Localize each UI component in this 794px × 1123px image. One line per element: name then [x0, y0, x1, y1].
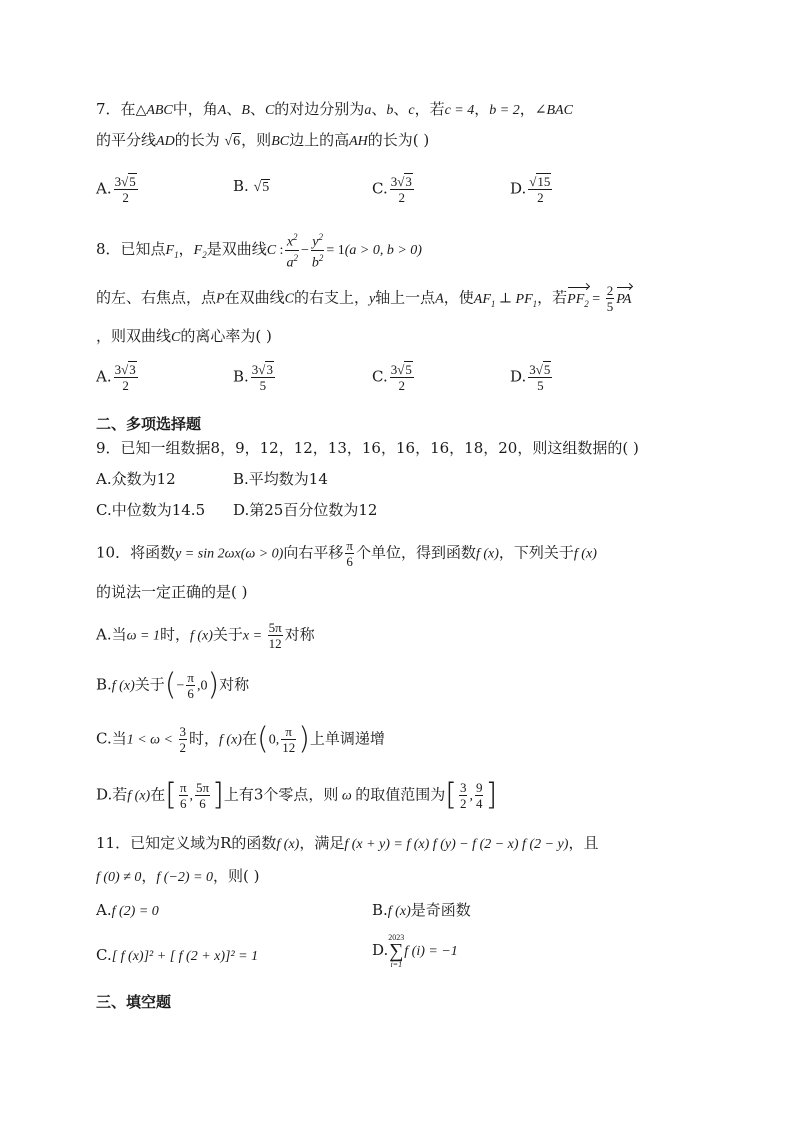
q9-option-c[interactable]: C.中位数为14.5: [96, 501, 206, 519]
q8-option-d[interactable]: D. $\frac{3√5}{5}$: [510, 362, 551, 393]
q7-option-a[interactable]: A. $\frac{3√5}{2}$: [96, 174, 136, 205]
q10-option-a[interactable]: A.当ω = 1时，f (x)关于x = $\frac{5\pi}{12}$ 对称: [96, 620, 315, 651]
q9-stem: 9．已知一组数据8，9，12，12，13，16，16，16，18，20，则这组数据的( ): [96, 439, 639, 457]
section-multiple-choice-heading: 二、多项选择题: [96, 415, 202, 433]
q7-option-d[interactable]: D. $\frac{√15}{2}$: [510, 174, 551, 205]
q8-option-b[interactable]: B. $\frac{3√3}{5}$: [233, 362, 273, 393]
q11-line2: f (0) ≠ 0，f (−2) = 0，则( ): [96, 867, 260, 885]
q10-option-c[interactable]: C.当1 < ω < $\frac{3}{2}$ 时，f (x)在(0, $\frac{\pi}{12}$ )上单调递增: [96, 721, 385, 757]
q8-line1: 8．已知点$F_1$，$F_2$是双曲线C : $\frac{x^2}{a^2}$ − $\frac{y^2}{b^2}$ = 1(a > 0, b > 0): [96, 232, 422, 271]
q7-line2: 的平分线AD的长为 √6，则BC边上的高AH的长为( ): [96, 131, 430, 149]
q8-option-c[interactable]: C. $\frac{3√5}{2}$: [372, 362, 412, 393]
q11-option-a[interactable]: A.f (2) = 0: [96, 901, 159, 919]
q11-option-c[interactable]: C.[ f (x)]² + [ f (2 + x)]² = 1: [96, 946, 259, 964]
q8-option-a[interactable]: A. $\frac{3√3}{2}$: [96, 362, 136, 393]
q8-line2: 的左、右焦点，点P在双曲线C的右支上，y轴上一点A，使$AF_1$ ⊥ $PF_1$，若$PF_2$ = $\frac{2}{5}$ PA: [96, 283, 632, 314]
q7-option-c[interactable]: C. $\frac{3√3}{2}$: [372, 174, 412, 205]
q11-option-b[interactable]: B.f (x)是奇函数: [372, 901, 471, 919]
q8-line3: ，则双曲线C的离心率为( ): [96, 327, 272, 345]
q9-option-b[interactable]: B.平均数为14: [233, 470, 328, 488]
section-fill-blank-heading: 三、填空题: [96, 993, 172, 1011]
q9-option-d[interactable]: D.第25百分位数为12: [233, 501, 378, 519]
q7-line1: 7．在△ABC中，角A、B、C的对边分别为a、b、c，若c = 4，b = 2，∠BAC: [96, 100, 573, 118]
q7-option-b[interactable]: B. √5: [233, 177, 270, 195]
q10-option-b[interactable]: B.f (x)关于(− $\frac{\pi}{6}$ ,0)对称: [96, 667, 250, 703]
q10-line1: 10．将函数y = sin 2ωx(ω > 0)向右平移 $\frac{\pi}{6}$ 个单位，得到函数f (x)，下列关于f (x): [96, 538, 597, 569]
q11-option-d[interactable]: D. 2023 ∑ i=1 f (i) = −1: [372, 933, 458, 969]
q11-line1: 11．已知定义域为R的函数f (x)，满足f (x + y) = f (x) f (y) − f (2 − x) f (2 − y)，且: [96, 834, 599, 852]
q10-line2: 的说法一定正确的是( ): [96, 583, 248, 601]
q9-option-a[interactable]: A.众数为12: [96, 470, 176, 488]
q10-option-d[interactable]: D.若f (x)在[ $\frac{\pi}{6}$ , $\frac{5\pi}{6}$ ]上有3个零点，则 ω 的取值范围为[ $\frac{3}{2}$ , $\frac{9}{4}$ ]: [96, 777, 498, 813]
